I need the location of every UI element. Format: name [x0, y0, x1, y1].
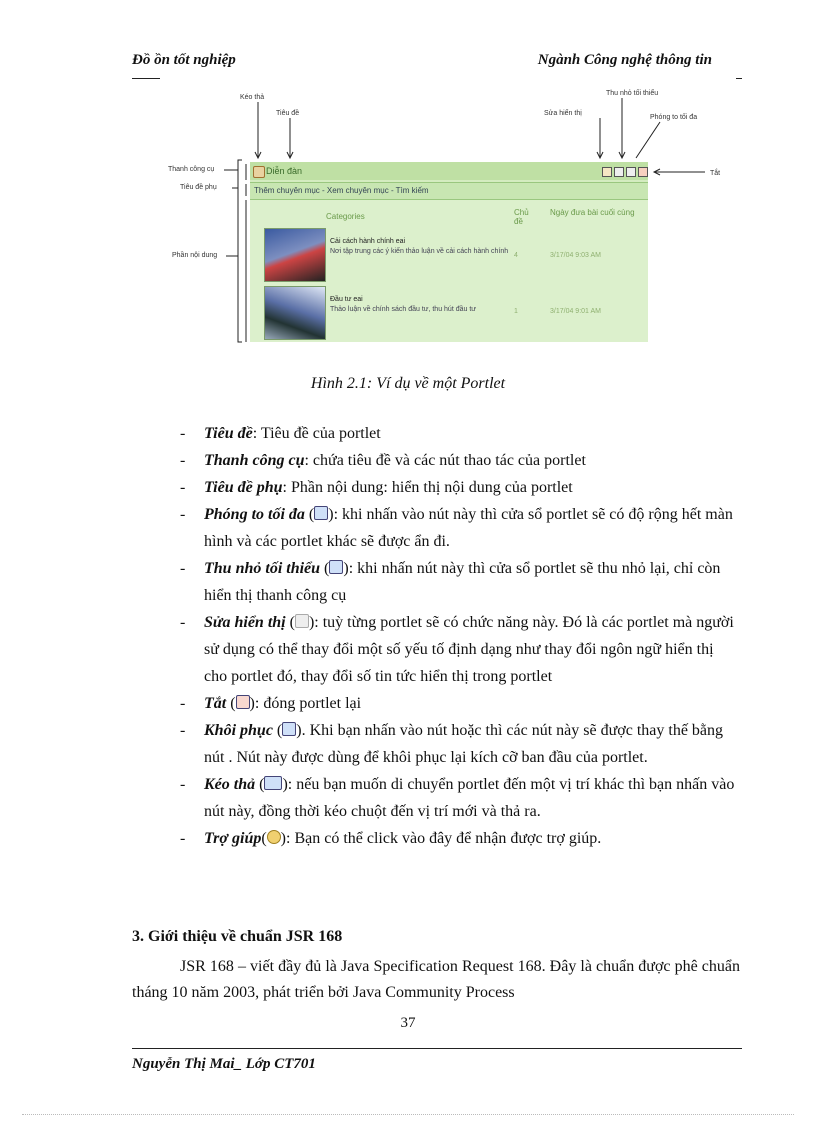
list-item: - Sửa hiển thị ( ): tuỳ từng portlet sẽ có chức năng này. Đó là các portlet mà người sử dụng có thể thay đổi một số yếu tố định dạng như thay đổi ngôn ngữ hiển thị cho portlet đó, thay đổi số tin tức hiển thị trong portlet	[180, 614, 734, 685]
portlet-figure	[160, 88, 740, 350]
topic-desc: Nơi tập trung các ý kiến thảo luận về cải cách hành chính	[330, 248, 509, 255]
list-item: - Trợ giúp( ): Bạn có thể click vào đây để nhận được trợ giúp.	[180, 830, 602, 847]
annotation-thu-nho: Thu nhỏ tối thiểu	[606, 90, 659, 97]
topic-title: Đầu tư eai	[330, 296, 363, 303]
help-icon	[267, 830, 281, 844]
minimize-icon	[329, 560, 343, 574]
edit-icon[interactable]	[602, 167, 612, 177]
header-right: Ngành Công nghệ thông tin	[537, 52, 712, 68]
annotation-phong-to: Phóng to tối đa	[650, 114, 698, 121]
annotation-keo-tha: Kéo thả	[240, 94, 265, 101]
list-item: - Tắt ( ): đóng portlet lại	[180, 695, 362, 712]
topic-title: Cải cách hành chính eai	[330, 238, 406, 245]
col-categories: Categories	[326, 212, 365, 221]
page-number: 37	[400, 1015, 416, 1031]
definition-list	[180, 420, 740, 852]
list-item: - Thanh công cụ: chứa tiêu đề và các nút thao tác của portlet	[180, 452, 586, 469]
topic-count: 4	[514, 252, 518, 259]
drag-icon	[264, 776, 282, 790]
maximize-icon	[314, 506, 328, 520]
figure-caption: Hình 2.1: Ví dụ về một Portlet	[310, 375, 506, 392]
annotation-tieu-de: Tiêu đề	[276, 110, 300, 117]
edit-icon	[295, 614, 309, 628]
portlet-window	[250, 162, 648, 342]
page-bottom-border	[22, 1114, 794, 1115]
topic-date: 3/17/04 9:03 AM	[550, 252, 601, 259]
forum-thumbnail	[264, 286, 326, 340]
list-item: - Khôi phục ( ). Khi bạn nhấn vào nút hoặc thì các nút này sẽ được thay thế bằng nút . Nút này được dùng để khôi phục lại kích cỡ ban đầu của portlet.	[180, 722, 724, 766]
topic-desc: Thảo luận về chính sách đầu tư, thu hút đầu tư	[330, 306, 476, 313]
annotation-thanh-cong-cu: Thanh công cụ	[168, 166, 215, 173]
minimize-icon[interactable]	[614, 167, 624, 177]
col-topic: Chủ đề	[514, 208, 529, 226]
header-rule-right	[736, 78, 742, 79]
footer-text: Nguyễn Thị Mai_ Lớp CT701	[132, 1056, 316, 1072]
list-item: - Thu nhỏ tối thiểu ( ): khi nhấn nút này thì cửa sổ portlet sẽ thu nhỏ lại, chỉ còn hiển thị thanh công cụ	[180, 560, 721, 604]
portlet-title: Diễn đàn	[266, 166, 303, 176]
restore-icon	[282, 722, 296, 736]
topic-count: 1	[514, 308, 518, 315]
portlet-content	[250, 200, 648, 342]
forum-thumbnail	[264, 228, 326, 282]
annotation-tat: Tắt	[710, 170, 721, 177]
list-item: - Kéo thả ( ): nếu bạn muốn di chuyển portlet đến một vị trí khác thì bạn nhấn vào nút này, đồng thời kéo chuột đến vị trí mới và thả ra.	[180, 776, 735, 820]
header-left: Đồ ồn tốt nghiệp	[132, 52, 236, 68]
portlet-subtitle-bar	[250, 182, 648, 200]
forum-topic[interactable]	[330, 296, 510, 313]
portlet-subtitle[interactable]: Thêm chuyên mục - Xem chuyên mục - Tìm kiếm	[254, 186, 429, 195]
forum-topic[interactable]	[330, 238, 510, 255]
annotation-sua-hien-thi: Sửa hiển thị	[544, 110, 582, 117]
footer-rule	[132, 1048, 742, 1049]
section-title: 3. Giới thiệu về chuẩn JSR 168	[132, 928, 343, 945]
close-icon	[236, 695, 250, 709]
list-item: - Tiêu đề phụ: Phần nội dung: hiển thị nội dung của portlet	[180, 479, 573, 496]
section-paragraph: JSR 168 – viết đầy đủ là Java Specification Request 168. Đây là chuẩn được phê chuẩn tháng 10 năm 2003, phát triển bởi Java Community Process	[132, 958, 740, 1001]
annotation-tieu-de-phu: Tiêu đề phụ	[180, 184, 217, 191]
portlet-toolbar	[250, 162, 648, 180]
list-item: - Tiêu đề: Tiêu đề của portlet	[180, 425, 381, 442]
col-date: Ngày đưa bài cuối cùng	[550, 208, 635, 217]
topic-date: 3/17/04 9:01 AM	[550, 308, 601, 315]
maximize-icon[interactable]	[626, 167, 636, 177]
header-rule-left	[132, 78, 160, 79]
annotation-phan-noi-dung: Phần nội dung	[172, 252, 218, 259]
list-item: - Phóng to tối đa ( ): khi nhấn vào nút này thì cửa sổ portlet sẽ có độ rộng hết màn hình và các portlet khác sẽ được ẩn đi.	[180, 506, 733, 550]
drag-icon[interactable]	[253, 166, 265, 178]
close-icon[interactable]	[638, 167, 648, 177]
